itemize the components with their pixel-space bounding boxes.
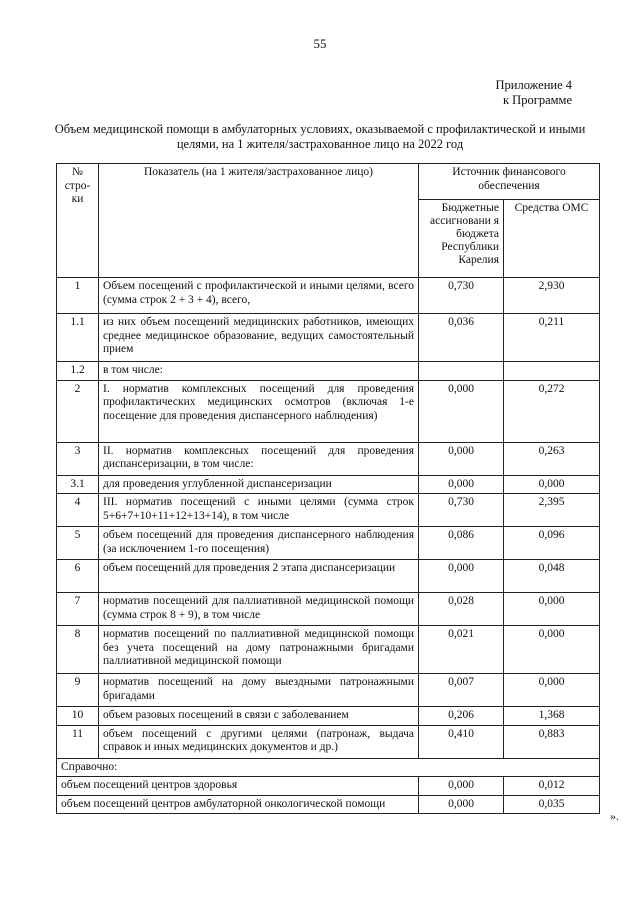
table-row: [57, 442, 600, 475]
row-number: 4: [57, 494, 99, 527]
reference-title-row: [57, 758, 600, 777]
row-budget-value: 0,000: [419, 560, 504, 593]
row-indicator: норматив посещений на дому выездными патронажными бригадами: [99, 674, 419, 707]
row-budget-value: 0,021: [419, 626, 504, 674]
row-number: 6: [57, 560, 99, 593]
table-row: [57, 674, 600, 707]
row-oms-value: 0,000: [504, 593, 600, 626]
document-title: Объем медицинской помощи в амбулаторных условиях, оказываемой с профилактической и иными целями, на 1 жителя/застрахованное лицо на 2022 год: [54, 122, 586, 151]
row-number: 3: [57, 442, 99, 475]
reference-label: объем посещений центров здоровья: [57, 777, 419, 796]
row-oms-value: 0,883: [504, 725, 600, 758]
header-financing-source: Источник финансового обеспечения: [419, 164, 600, 200]
row-indicator: для проведения углубленной диспансеризации: [99, 475, 419, 494]
row-budget-value: 0,007: [419, 674, 504, 707]
closing-quote: ».: [610, 809, 619, 823]
row-oms-value: 1,368: [504, 707, 600, 726]
row-indicator: I. норматив комплексных посещений для проведения профилактических медицинских осмотров (включая 1-е посещение для проведения диспансерного наблюдения): [99, 380, 419, 442]
row-indicator: из них объем посещений медицинских работников, имеющих среднее медицинское образование, ведущих самостоятельный прием: [99, 314, 419, 362]
reference-oms-value: 0,035: [504, 795, 600, 814]
appendix-line-1: Приложение 4: [495, 78, 572, 92]
table-row: [57, 314, 600, 362]
appendix-caption: [496, 78, 572, 108]
row-oms-value: [504, 362, 600, 381]
row-indicator: объем разовых посещений в связи с заболеванием: [99, 707, 419, 726]
header-row-number: № стро-ки: [57, 164, 99, 278]
volume-table: [56, 163, 600, 814]
row-budget-value: 0,206: [419, 707, 504, 726]
page-number: 55: [313, 36, 327, 51]
row-budget-value: 0,036: [419, 314, 504, 362]
row-number: 7: [57, 593, 99, 626]
row-budget-value: 0,086: [419, 527, 504, 560]
table-row: [57, 380, 600, 442]
row-number: 1: [57, 278, 99, 314]
row-number: 11: [57, 725, 99, 758]
row-oms-value: 0,000: [504, 475, 600, 494]
row-budget-value: 0,730: [419, 278, 504, 314]
reference-row: [57, 777, 600, 796]
table-row: [57, 560, 600, 593]
table-row: [57, 626, 600, 674]
row-oms-value: 0,000: [504, 626, 600, 674]
reference-title: Справочно:: [57, 758, 600, 777]
row-oms-value: 0,211: [504, 314, 600, 362]
row-indicator: в том числе:: [99, 362, 419, 381]
row-oms-value: 0,096: [504, 527, 600, 560]
table-row: [57, 494, 600, 527]
reference-budget-value: 0,000: [419, 777, 504, 796]
row-budget-value: 0,730: [419, 494, 504, 527]
table-row: [57, 278, 600, 314]
row-budget-value: 0,028: [419, 593, 504, 626]
row-number: 1.2: [57, 362, 99, 381]
row-oms-value: 0,272: [504, 380, 600, 442]
row-budget-value: 0,000: [419, 442, 504, 475]
table-row: [57, 707, 600, 726]
row-oms-value: 2,395: [504, 494, 600, 527]
row-number: 1.1: [57, 314, 99, 362]
row-budget-value: 0,410: [419, 725, 504, 758]
row-indicator: Объем посещений с профилактической и иными целями, всего (сумма строк 2 + 3 + 4), всего,: [99, 278, 419, 314]
header-budget: Бюджетные ассигновани я бюджета Республики Карелия: [419, 200, 504, 278]
row-oms-value: 0,048: [504, 560, 600, 593]
row-number: 10: [57, 707, 99, 726]
row-budget-value: [419, 362, 504, 381]
reference-budget-value: 0,000: [419, 795, 504, 814]
row-indicator: норматив посещений по паллиативной медицинской помощи без учета посещений на дому патронажными бригадами паллиативной медицинской помощи: [99, 626, 419, 674]
table-row: [57, 725, 600, 758]
reference-oms-value: 0,012: [504, 777, 600, 796]
table-row: [57, 593, 600, 626]
row-indicator: III. норматив посещений с иными целями (сумма строк 5+6+7+10+11+12+13+14), в том числе: [99, 494, 419, 527]
row-oms-value: 2,930: [504, 278, 600, 314]
row-oms-value: 0,000: [504, 674, 600, 707]
row-indicator: объем посещений для проведения 2 этапа диспансеризации: [99, 560, 419, 593]
table-row: [57, 362, 600, 381]
row-number: 5: [57, 527, 99, 560]
table-body: [57, 278, 600, 814]
table-row: [57, 475, 600, 494]
row-indicator: II. норматив комплексных посещений для проведения диспансеризации, в том числе:: [99, 442, 419, 475]
reference-row: [57, 795, 600, 814]
reference-label: объем посещений центров амбулаторной онкологической помощи: [57, 795, 419, 814]
row-budget-value: 0,000: [419, 380, 504, 442]
row-number: 8: [57, 626, 99, 674]
table-row: [57, 527, 600, 560]
row-indicator: объем посещений для проведения диспансерного наблюдения (за исключением 1-го посещения): [99, 527, 419, 560]
row-indicator: объем посещений с другими целями (патронаж, выдача справок и иных медицинских документов и др.): [99, 725, 419, 758]
row-number: 9: [57, 674, 99, 707]
row-budget-value: 0,000: [419, 475, 504, 494]
row-indicator: норматив посещений для паллиативной медицинской помощи (сумма строк 8 + 9), в том числе: [99, 593, 419, 626]
row-oms-value: 0,263: [504, 442, 600, 475]
row-number: 2: [57, 380, 99, 442]
appendix-line-2: к Программе: [502, 93, 572, 107]
row-number: 3.1: [57, 475, 99, 494]
header-oms: Средства ОМС: [504, 200, 600, 278]
header-indicator: Показатель (на 1 жителя/застрахованное лицо): [99, 164, 419, 278]
